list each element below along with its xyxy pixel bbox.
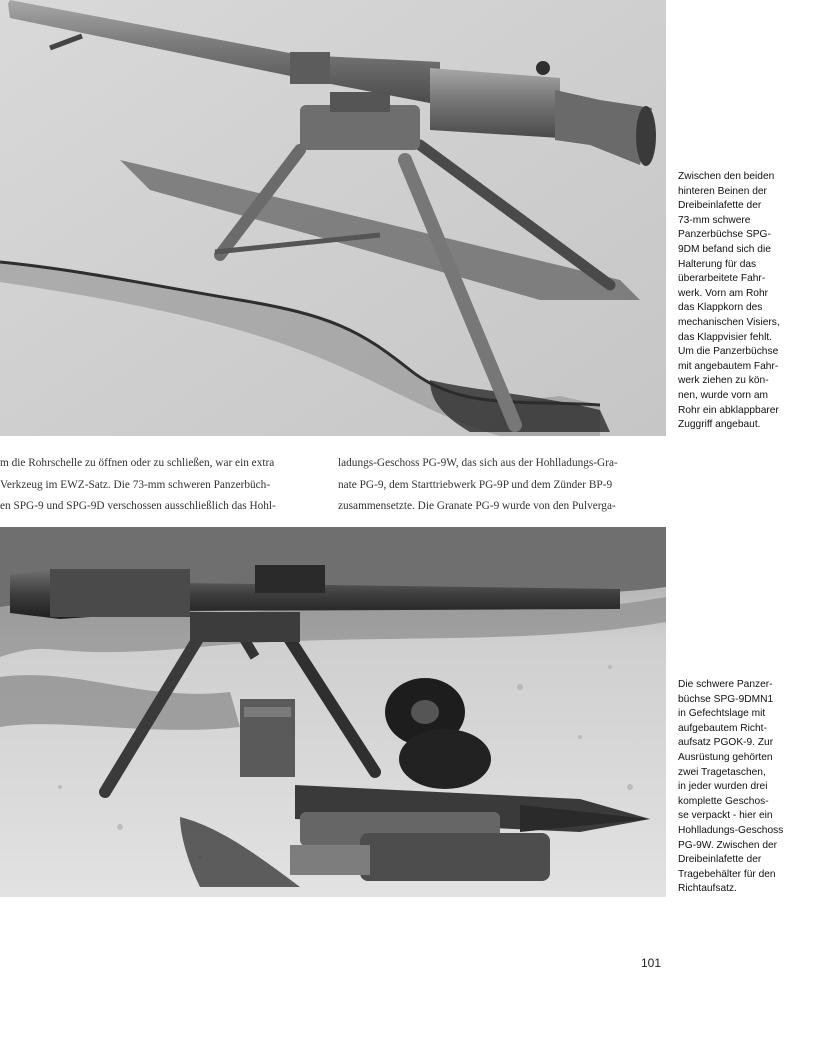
- caption-line: Ausrüstung gehörten: [678, 751, 773, 763]
- body-line: nate PG-9, dem Starttriebwerk PG-9P und dem Zünder BP-9: [338, 478, 613, 491]
- caption-line: Hohlladungs-Geschoss: [678, 824, 784, 836]
- caption-line: Rohr ein abklappbarer: [678, 404, 779, 416]
- caption-line: mechanischen Visiers,: [678, 316, 780, 328]
- caption-line: 73-mm schwere: [678, 214, 751, 226]
- caption-line: Tragebehälter für den: [678, 868, 776, 880]
- caption-line: in Gefechtslage mit: [678, 708, 766, 720]
- caption-line: Richtaufsatz.: [678, 883, 737, 895]
- caption-line: Dreibeinlafette der: [678, 200, 762, 212]
- caption-line: aufgebautem Richt-: [678, 722, 767, 734]
- body-line: en SPG-9 und SPG-9D verschossen ausschließlich das Hohl-: [0, 500, 276, 512]
- caption-line: Zwischen den beiden: [678, 171, 775, 182]
- caption-line: hinteren Beinen der: [678, 185, 767, 197]
- caption-line: 9DM befand sich die: [678, 243, 771, 255]
- caption-line: das Klappkorn des: [678, 302, 763, 314]
- caption-top: [678, 170, 806, 433]
- caption-line: zwei Tragetaschen,: [678, 766, 766, 778]
- caption-line: nen, wurde vorn am: [678, 389, 769, 401]
- page-number: 101: [641, 956, 662, 970]
- caption-line: überarbeitete Fahr-: [678, 273, 766, 285]
- caption-line: komplette Geschos-: [678, 795, 769, 807]
- caption-line: Panzerbüchse SPG-: [678, 229, 771, 241]
- caption-line: PG-9W. Zwischen der: [678, 839, 778, 851]
- photo-spg9dmn1-firing-position: [0, 527, 666, 897]
- caption-line: in jeder wurden drei: [678, 781, 768, 793]
- caption-line: das Klappvisier fehlt.: [678, 331, 773, 343]
- caption-line: se verpackt - hier ein: [678, 810, 773, 822]
- caption-line: Die schwere Panzer-: [678, 679, 773, 690]
- body-line: Verkzeug im EWZ-Satz. Die 73-mm schweren Panzerbüch-: [0, 478, 271, 491]
- caption-line: mit angebautem Fahr-: [678, 360, 779, 372]
- caption-line: Zuggriff angebaut.: [678, 419, 761, 431]
- body-line: ladungs-Geschoss PG-9W, das sich aus der Hohlladungs-Gra-: [338, 457, 618, 469]
- body-text-right-column: [338, 453, 666, 518]
- body-line: m die Rohrschelle zu öffnen oder zu schließen, war ein extra: [0, 457, 275, 469]
- caption-line: Halterung für das: [678, 258, 757, 270]
- body-line: zusammensetzte. Die Granate PG-9 wurde von den Pulverga-: [338, 500, 616, 512]
- caption-line: büchse SPG-9DMN1: [678, 693, 774, 705]
- caption-bottom: [678, 678, 806, 897]
- caption-line: aufsatz PGOK-9. Zur: [678, 737, 774, 749]
- photo-spg9dm-tripod: [0, 0, 666, 436]
- body-text-left-column: [0, 453, 322, 518]
- caption-line: werk. Vorn am Rohr: [678, 287, 769, 299]
- caption-line: werk ziehen zu kön-: [678, 375, 769, 387]
- caption-line: Dreibeinlafette der: [678, 854, 762, 866]
- caption-line: Um die Panzerbüchse: [678, 346, 779, 358]
